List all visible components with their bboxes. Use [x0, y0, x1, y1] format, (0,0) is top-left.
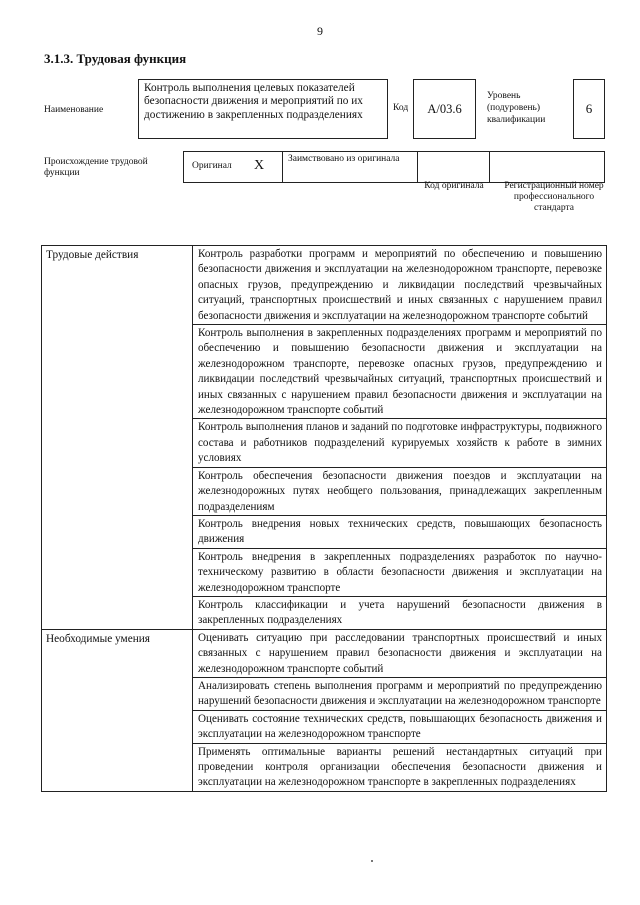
labor-action-item: Контроль внедрения новых технических средств, повышающих безопасность движения	[193, 515, 607, 548]
skill-item: Анализировать степень выполнения программ и мероприятий по предупреждению нарушений безопасности движения и эксплуатации на железнодорожном транспорте	[193, 677, 607, 710]
qualification-level-box	[573, 79, 605, 139]
qualification-level-value: 6	[585, 101, 593, 116]
labor-action-item: Контроль выполнения в закрепленных подразделениях программ и мероприятий по обеспечению и повышению безопасности движения и эксплуатации на железнодорожном транспорте, перевозке опасных грузов, предупреждению и ликвидации последствий чрезвычайных ситуаций, транспортных происшествий и иных связанных с нарушением правил безопасности движения и эксплуатации на железнодорожном транспорте событий	[193, 325, 607, 419]
function-name-box	[138, 79, 388, 139]
original-cell	[184, 152, 283, 182]
code-label: Код	[393, 103, 409, 113]
labor-action-item: Контроль внедрения в закрепленных подразделениях разработок по научно-техническому развитию в области безопасности движения и эксплуатации на железнодорожном транспорте	[193, 548, 607, 596]
original-code-caption: Код оригинала	[424, 181, 484, 191]
table-row	[42, 629, 607, 677]
code-box	[413, 79, 476, 139]
borrowed-label: Заимствовано из оригинала	[288, 154, 400, 164]
function-name-value: Контроль выполнения целевых показателей безопасности движения и мероприятий по их достижению в закрепленных подразделениях	[144, 82, 363, 121]
table-row	[42, 246, 607, 325]
labor-action-item: Контроль классификации и учета нарушений безопасности движения в закрепленных подразделениях	[193, 596, 607, 629]
skill-item: Оценивать ситуацию при расследовании транспортных происшествий и иных связанных с нарушением правил безопасности движения и эксплуатации на железнодорожном транспорте событий	[193, 629, 607, 677]
labor-actions-label: Трудовые действия	[42, 246, 193, 630]
function-details-table	[41, 245, 607, 792]
origin-row	[183, 151, 605, 183]
name-label: Наименование	[44, 105, 104, 115]
skill-item: Оценивать состояние технических средств, повышающих безопасность движения и эксплуатации на железнодорожном транспорте	[193, 710, 607, 743]
code-value: A/03.6	[427, 101, 462, 116]
skills-label: Необходимые умения	[42, 629, 193, 791]
registration-number-caption: Регистрационный номер профессионального стандарта	[504, 181, 604, 213]
original-code-cell	[417, 152, 490, 182]
origin-label: Происхождение трудовой функции	[44, 157, 148, 178]
registration-number-cell	[489, 152, 604, 182]
skill-item: Применять оптимальные варианты решений нестандартных ситуаций при проведении контроля организации обеспечения безопасности движения и эксплуатации на железнодорожном транспорте в закрепленных подразделениях	[193, 743, 607, 791]
section-title: 3.1.3. Трудовая функция	[44, 51, 187, 66]
qualification-level-label: Уровень (подуровень) квалификации	[487, 91, 546, 125]
labor-action-item: Контроль обеспечения безопасности движения поездов и эксплуатации на железнодорожных путях необщего пользования, принадлежащих закрепленным подразделениям	[193, 467, 607, 515]
labor-action-item: Контроль выполнения планов и заданий по подготовке инфраструктуры, подвижного состава и работников подразделений курируемых хозяйств к работе в зимних условиях	[193, 419, 607, 467]
original-label: Оригинал	[192, 161, 232, 171]
scan-speck	[371, 860, 373, 862]
labor-action-item: Контроль разработки программ и мероприятий по обеспечению и повышению безопасности движения и эксплуатации на железнодорожном транспорте, перевозке опасных грузов, предупреждению и ликвидации последствий чрезвычайных ситуаций, транспортных происшествий и иных связанных с нарушением правил безопасности движения и эксплуатации на железнодорожном транспорте событий	[193, 246, 607, 325]
original-mark: X	[254, 158, 265, 173]
borrowed-cell	[282, 152, 418, 182]
page-number: 9	[317, 24, 323, 38]
